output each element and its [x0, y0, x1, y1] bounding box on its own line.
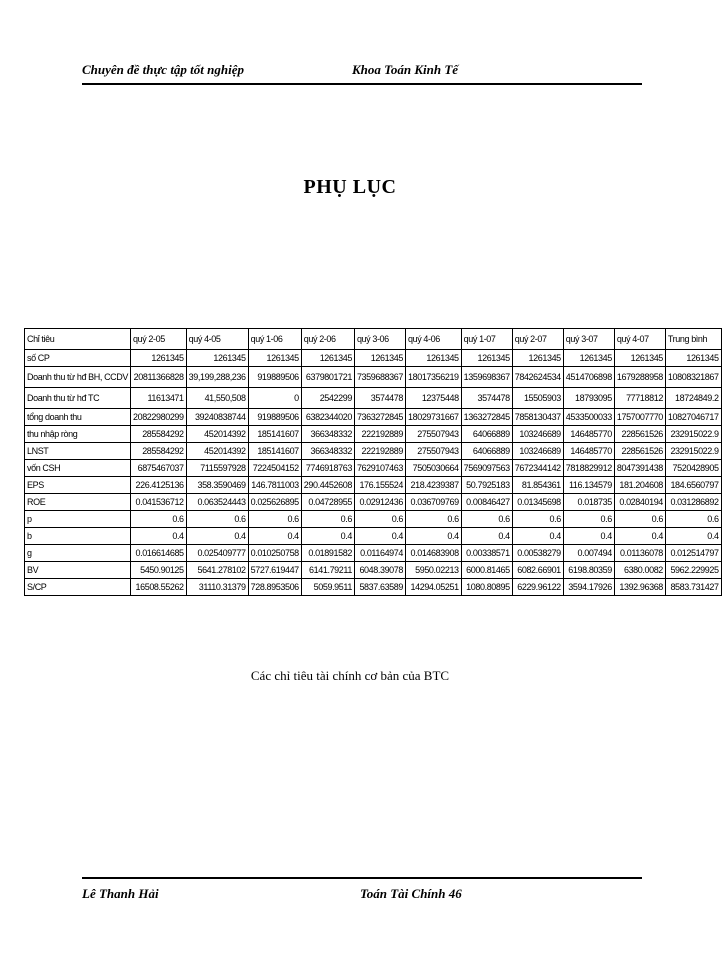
table-cell: 3574478: [354, 388, 405, 409]
column-header: quý 3-07: [563, 329, 614, 350]
table-cell: 4533500033: [563, 409, 614, 426]
table-cell: 6229.96122: [512, 579, 563, 596]
table-cell: 452014392: [186, 443, 248, 460]
table-cell: 6048.39078: [354, 562, 405, 579]
table-cell: 0.6: [186, 511, 248, 528]
table-cell: 1261345: [248, 350, 301, 367]
table-cell: 5950.02213: [406, 562, 462, 579]
table-cell: 0.01891582: [301, 545, 354, 562]
table-cell: 4514706898: [563, 367, 614, 388]
table-cell: 0.01136078: [614, 545, 665, 562]
table-cell: 20822980299: [130, 409, 186, 426]
table-cell: 0.4: [248, 528, 301, 545]
table-row: [25, 350, 722, 367]
table-cell: 7672344142: [512, 460, 563, 477]
table-cell: 0.04728955: [301, 494, 354, 511]
table-cell: 7115597928: [186, 460, 248, 477]
table-cell: 1757007770: [614, 409, 665, 426]
table-cell: 0.016614685: [130, 545, 186, 562]
table-cell: 3594.17926: [563, 579, 614, 596]
header-right-text: Khoa Toán Kinh Tế: [352, 62, 459, 77]
column-header: quý 2-07: [512, 329, 563, 350]
table-cell: 1080.80895: [461, 579, 512, 596]
table-cell: 226.4125136: [130, 477, 186, 494]
table-cell: 15505903: [512, 388, 563, 409]
table-cell: 185141607: [248, 426, 301, 443]
table-cell: 16508.55262: [130, 579, 186, 596]
table-cell: 1261345: [512, 350, 563, 367]
table-cell: 0.02840194: [614, 494, 665, 511]
table-row: [25, 545, 722, 562]
table-cell: 275507943: [406, 426, 462, 443]
table-cell: 39,199,288,236: [186, 367, 248, 388]
row-label: vốn CSH: [25, 460, 131, 477]
table-cell: 5837.63589: [354, 579, 405, 596]
footer-class: Toán Tài Chính 46: [360, 886, 462, 901]
table-cell: 103246689: [512, 426, 563, 443]
column-header: quý 3-06: [354, 329, 405, 350]
table-row: [25, 388, 722, 409]
table-cell: 1261345: [186, 350, 248, 367]
table-cell: 366348332: [301, 443, 354, 460]
table-cell: 6382344020: [301, 409, 354, 426]
footer-rule: [82, 877, 642, 879]
table-cell: 0.012514797: [665, 545, 721, 562]
table-cell: 0.4: [665, 528, 721, 545]
row-label: b: [25, 528, 131, 545]
table-cell: 18029731667: [406, 409, 462, 426]
table-cell: 0.041536712: [130, 494, 186, 511]
table-cell: 6000.81465: [461, 562, 512, 579]
table-cell: 0.4: [614, 528, 665, 545]
page-title: PHỤ LỤC: [303, 176, 397, 198]
table-cell: 2542299: [301, 388, 354, 409]
row-label: LNST: [25, 443, 131, 460]
table-cell: 7359688367: [354, 367, 405, 388]
column-header: Trung bình: [665, 329, 721, 350]
table-cell: 290.4452608: [301, 477, 354, 494]
table-cell: 366348332: [301, 426, 354, 443]
table-cell: 0.4: [461, 528, 512, 545]
table-cell: 1363272845: [461, 409, 512, 426]
table-cell: 1359698367: [461, 367, 512, 388]
row-label: p: [25, 511, 131, 528]
table-row: [25, 494, 722, 511]
table-cell: 176.155524: [354, 477, 405, 494]
table-cell: 6379801721: [301, 367, 354, 388]
table-cell: 0.4: [512, 528, 563, 545]
table-cell: 5962.229925: [665, 562, 721, 579]
table-cell: 8583.731427: [665, 579, 721, 596]
table-cell: 7858130437: [512, 409, 563, 426]
table-cell: 0.025626895: [248, 494, 301, 511]
table-cell: 146.7811003: [248, 477, 301, 494]
table-cell: 6875467037: [130, 460, 186, 477]
header-left-text: Chuyên đề thực tập tốt nghiệp: [82, 62, 244, 77]
row-label: ROE: [25, 494, 131, 511]
table-cell: 222192889: [354, 426, 405, 443]
table-caption: Các chỉ tiêu tài chính cơ bản của BTC: [250, 668, 450, 683]
table-cell: 116.134579: [563, 477, 614, 494]
table-cell: 14294.05251: [406, 579, 462, 596]
table-cell: 5727.619447: [248, 562, 301, 579]
table-cell: 77718812: [614, 388, 665, 409]
table-header-row: [25, 329, 722, 350]
table-cell: 0.4: [563, 528, 614, 545]
table-cell: 1261345: [130, 350, 186, 367]
table-cell: 1392.96368: [614, 579, 665, 596]
row-label: EPS: [25, 477, 131, 494]
table-cell: 358.3590469: [186, 477, 248, 494]
table-cell: 728.8953506: [248, 579, 301, 596]
table-cell: 0.01164974: [354, 545, 405, 562]
table-cell: 1261345: [354, 350, 405, 367]
row-label: Doanh thu từ hđ BH, CCDV: [25, 367, 131, 388]
table-cell: 18724849.2: [665, 388, 721, 409]
table-cell: 0.4: [406, 528, 462, 545]
table-row: [25, 409, 722, 426]
table-cell: 10808321867: [665, 367, 721, 388]
table-cell: 228561526: [614, 443, 665, 460]
table-cell: 146485770: [563, 443, 614, 460]
table-row: [25, 477, 722, 494]
table-row: [25, 426, 722, 443]
table-cell: 0.031286892: [665, 494, 721, 511]
table-cell: 7224504152: [248, 460, 301, 477]
table-cell: 31110.31379: [186, 579, 248, 596]
column-header: quý 1-07: [461, 329, 512, 350]
table-cell: 0.6: [130, 511, 186, 528]
table-cell: 222192889: [354, 443, 405, 460]
table-cell: 0.4: [354, 528, 405, 545]
table-cell: 275507943: [406, 443, 462, 460]
table-cell: 1261345: [614, 350, 665, 367]
table-cell: 0.00538279: [512, 545, 563, 562]
table-cell: 7569097563: [461, 460, 512, 477]
table-cell: 184.6560797: [665, 477, 721, 494]
table-cell: 5641.278102: [186, 562, 248, 579]
table-cell: 0.6: [354, 511, 405, 528]
table-cell: 0.014683908: [406, 545, 462, 562]
table-row: [25, 511, 722, 528]
table-cell: 228561526: [614, 426, 665, 443]
table-cell: 452014392: [186, 426, 248, 443]
table-cell: 0.007494: [563, 545, 614, 562]
table-cell: 39240838744: [186, 409, 248, 426]
table-row: [25, 443, 722, 460]
table-cell: 0.036709769: [406, 494, 462, 511]
table-cell: 0.00846427: [461, 494, 512, 511]
table-cell: 0.6: [461, 511, 512, 528]
table-cell: 285584292: [130, 443, 186, 460]
table-cell: 11613471: [130, 388, 186, 409]
table-cell: 0.4: [186, 528, 248, 545]
table-cell: 6082.66901: [512, 562, 563, 579]
table-cell: 50.7925183: [461, 477, 512, 494]
table-cell: 6198.80359: [563, 562, 614, 579]
table-cell: 103246689: [512, 443, 563, 460]
table-cell: 7818829912: [563, 460, 614, 477]
table-row: [25, 460, 722, 477]
table-cell: 6141.79211: [301, 562, 354, 579]
financial-indicators-table: [24, 328, 722, 596]
row-label: S/CP: [25, 579, 131, 596]
table-cell: 0.01345698: [512, 494, 563, 511]
table-cell: 7629107463: [354, 460, 405, 477]
table-cell: 6380.0082: [614, 562, 665, 579]
table-cell: 146485770: [563, 426, 614, 443]
table-cell: 1261345: [301, 350, 354, 367]
table-cell: 181.204608: [614, 477, 665, 494]
table-cell: 232915022.9: [665, 426, 721, 443]
table-cell: 0.00338571: [461, 545, 512, 562]
table-cell: 7363272845: [354, 409, 405, 426]
table-cell: 0.6: [665, 511, 721, 528]
table-cell: 1679288958: [614, 367, 665, 388]
table-cell: 232915022.9: [665, 443, 721, 460]
table-row: [25, 528, 722, 545]
row-label: thu nhập ròng: [25, 426, 131, 443]
table-cell: 64066889: [461, 426, 512, 443]
table-cell: 1261345: [461, 350, 512, 367]
table-cell: 0.6: [248, 511, 301, 528]
table-cell: 1261345: [563, 350, 614, 367]
table-cell: 10827046717: [665, 409, 721, 426]
table-cell: 0.010250758: [248, 545, 301, 562]
table-cell: 0.6: [563, 511, 614, 528]
header-rule: [82, 83, 642, 85]
table-cell: 0.018735: [563, 494, 614, 511]
table-cell: 81.854361: [512, 477, 563, 494]
column-header: quý 1-06: [248, 329, 301, 350]
table-cell: 5059.9511: [301, 579, 354, 596]
row-label: số CP: [25, 350, 131, 367]
table-cell: 285584292: [130, 426, 186, 443]
row-label: BV: [25, 562, 131, 579]
column-header: quý 4-07: [614, 329, 665, 350]
table-cell: 185141607: [248, 443, 301, 460]
table-cell: 64066889: [461, 443, 512, 460]
table-cell: 8047391438: [614, 460, 665, 477]
column-header: Chỉ tiêu: [25, 329, 131, 350]
table-cell: 919889506: [248, 409, 301, 426]
table-cell: 0: [248, 388, 301, 409]
row-label: Doanh thu từ hđ TC: [25, 388, 131, 409]
row-label: tổng doanh thu: [25, 409, 131, 426]
table-cell: 0.063524443: [186, 494, 248, 511]
table-cell: 7520428905: [665, 460, 721, 477]
table-row: [25, 579, 722, 596]
table-cell: 1261345: [406, 350, 462, 367]
table-cell: 7746918763: [301, 460, 354, 477]
table-cell: 7842624534: [512, 367, 563, 388]
table-row: [25, 562, 722, 579]
column-header: quý 4-06: [406, 329, 462, 350]
table-cell: 41,550,508: [186, 388, 248, 409]
table-cell: 18793095: [563, 388, 614, 409]
table-cell: 0.6: [406, 511, 462, 528]
table-cell: 12375448: [406, 388, 462, 409]
column-header: quý 2-06: [301, 329, 354, 350]
column-header: quý 2-05: [130, 329, 186, 350]
table-row: [25, 367, 722, 388]
table-cell: 919889506: [248, 367, 301, 388]
table-cell: 20811366828: [130, 367, 186, 388]
table-cell: 5450.90125: [130, 562, 186, 579]
table-cell: 0.025409777: [186, 545, 248, 562]
column-header: quý 4-05: [186, 329, 248, 350]
table-cell: 7505030664: [406, 460, 462, 477]
table-cell: 0.4: [130, 528, 186, 545]
footer-author: Lê Thanh Hải: [82, 886, 159, 901]
table-cell: 3574478: [461, 388, 512, 409]
table-cell: 0.6: [512, 511, 563, 528]
table-cell: 218.4239387: [406, 477, 462, 494]
table-cell: 0.6: [614, 511, 665, 528]
row-label: g: [25, 545, 131, 562]
table-cell: 1261345: [665, 350, 721, 367]
table-cell: 0.6: [301, 511, 354, 528]
table-cell: 0.4: [301, 528, 354, 545]
table-cell: 0.02912436: [354, 494, 405, 511]
table-cell: 18017356219: [406, 367, 462, 388]
